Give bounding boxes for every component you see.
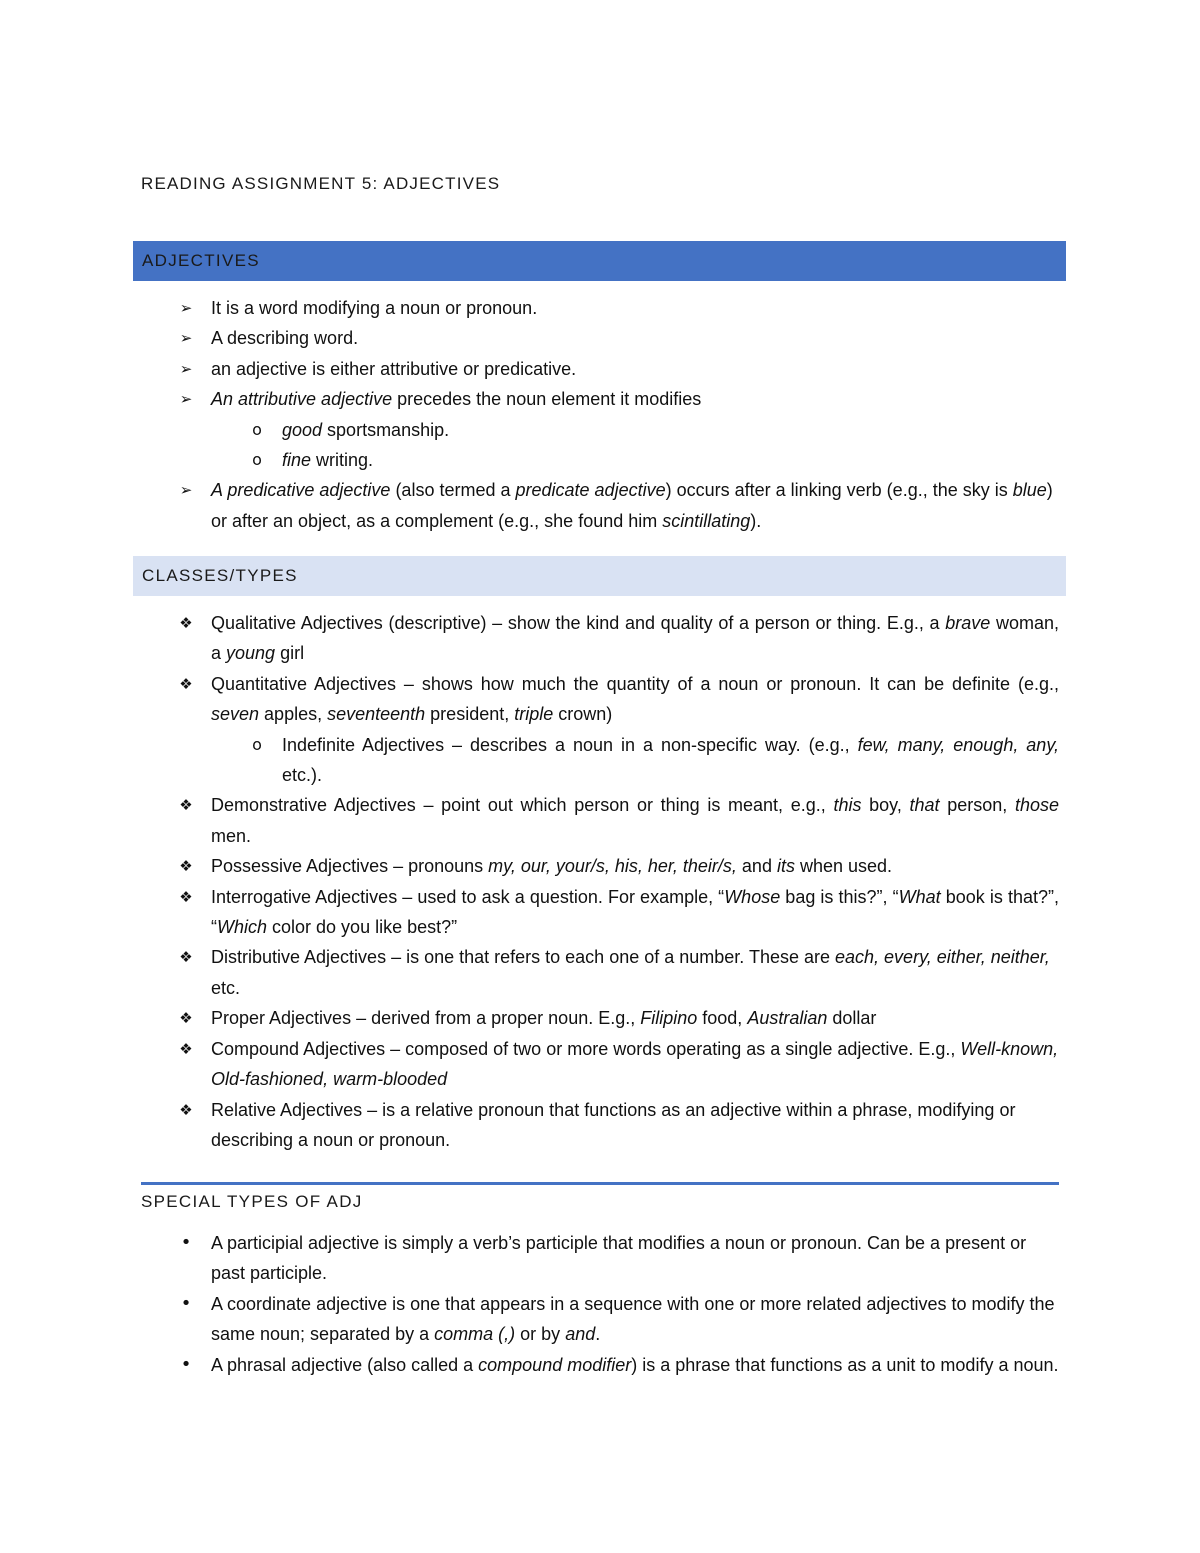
dot-bullet-icon: •	[180, 1292, 192, 1314]
special-types-list	[0, 1228, 1200, 1380]
diamond-bullet-icon: ❖	[179, 796, 193, 815]
arrow-bullet-icon: ➢	[179, 390, 193, 409]
dot-bullet-icon: •	[180, 1232, 192, 1253]
sub-list-item-indefinite: o Indefinite Adjectives – describes a noun in a non-specific way. (e.g., few, many, enough, any, etc.).	[0, 730, 1059, 791]
diamond-bullet-icon: ❖	[179, 1009, 193, 1028]
list-item-demonstrative: ❖ Demonstrative Adjectives – point out which person or thing is meant, e.g., this boy, that person, those men.	[0, 790, 1059, 851]
diamond-bullet-icon: ❖	[179, 1100, 193, 1119]
diamond-bullet-icon: ❖	[179, 948, 193, 967]
circle-bullet-icon: o	[252, 734, 262, 754]
circle-bullet-icon: o	[252, 450, 262, 470]
list-item-coordinate: • A coordinate adjective is one that appears in a sequence with one or more related adjectives to modify the same noun; separated by a comma (,) or by and.	[0, 1289, 1059, 1350]
section-heading-classes: CLASSES/TYPES	[133, 556, 1066, 596]
arrow-bullet-icon: ➢	[179, 359, 193, 378]
sub-list-item: o fine writing.	[0, 445, 1059, 475]
diamond-bullet-icon: ❖	[179, 887, 193, 906]
list-item-quantitative: ❖ Quantitative Adjectives – shows how much the quantity of a noun or pronoun. It can be definite (e.g., seven apples, seventeenth president, triple crown)	[0, 669, 1059, 730]
list-item-compound: ❖ Compound Adjectives – composed of two or more words operating as a single adjective. E.g., Well-known, Old-fashioned, warm-blooded	[0, 1034, 1059, 1095]
list-item-interrogative: ❖ Interrogative Adjectives – used to ask a question. For example, “Whose bag is this?”, “What book is that?”, “Which color do you like best?”	[0, 882, 1059, 943]
list-item: ➢ an adjective is either attributive or predicative.	[0, 354, 1059, 384]
list-item-attributive: ➢ An attributive adjective precedes the noun element it modifies	[0, 384, 1059, 414]
classes-list	[0, 608, 1200, 1155]
dot-bullet-icon: •	[180, 1353, 192, 1375]
list-item-proper: ❖ Proper Adjectives – derived from a proper noun. E.g., Filipino food, Australian dollar	[0, 1003, 1059, 1033]
arrow-bullet-icon: ➢	[179, 329, 193, 348]
list-item: ➢ It is a word modifying a noun or pronoun.	[0, 293, 1059, 323]
list-item: ➢ A describing word.	[0, 323, 1059, 353]
arrow-bullet-icon: ➢	[179, 481, 193, 500]
list-item-distributive: ❖ Distributive Adjectives – is one that refers to each one of a number. These are each, every, either, neither, etc.	[0, 942, 1059, 1003]
list-item-participial: • A participial adjective is simply a verb’s participle that modifies a noun or pronoun. Can be a present or past participle.	[0, 1228, 1059, 1289]
list-item-possessive: ❖ Possessive Adjectives – pronouns my, our, your/s, his, her, their/s, and its when used.	[0, 851, 1059, 881]
section-heading-adjectives: ADJECTIVES	[133, 241, 1066, 281]
diamond-bullet-icon: ❖	[179, 674, 193, 693]
document-title: READING ASSIGNMENT 5: ADJECTIVES	[141, 174, 501, 193]
circle-bullet-icon: o	[252, 419, 262, 439]
diamond-bullet-icon: ❖	[179, 1039, 193, 1058]
section-divider	[141, 1182, 1059, 1185]
section-heading-special: SPECIAL TYPES OF ADJ	[141, 1192, 363, 1211]
list-item-relative: ❖ Relative Adjectives – is a relative pronoun that functions as an adjective within a phrase, modifying or describing a noun or pronoun.	[0, 1095, 1059, 1156]
arrow-bullet-icon: ➢	[179, 299, 193, 317]
sub-list-item: o good sportsmanship.	[0, 415, 1059, 445]
list-item-predicative: ➢ A predicative adjective (also termed a predicate adjective) occurs after a linking verb (e.g., the sky is blue) or after an object, as a complement (e.g., she found him scintillating).	[0, 475, 1059, 536]
list-item-phrasal: • A phrasal adjective (also called a compound modifier) is a phrase that functions as a unit to modify a noun.	[0, 1350, 1059, 1380]
diamond-bullet-icon: ❖	[179, 857, 193, 876]
adjectives-list	[0, 293, 1200, 536]
list-item-qualitative: ❖ Qualitative Adjectives (descriptive) – show the kind and quality of a person or thing. E.g., a brave woman, a young girl	[0, 608, 1059, 669]
diamond-bullet-icon: ❖	[179, 614, 193, 632]
